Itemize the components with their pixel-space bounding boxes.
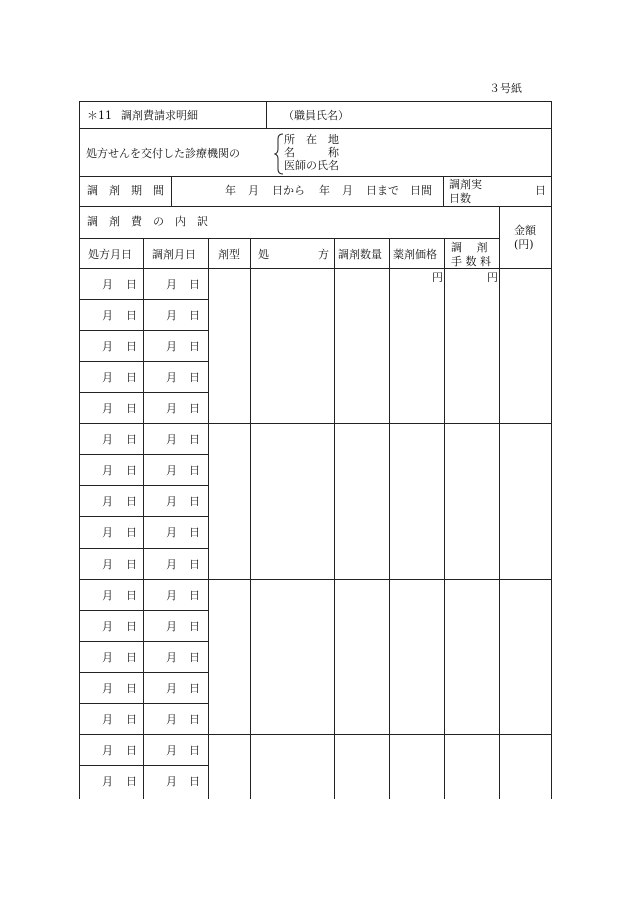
row-dispensing-month: 月 — [166, 744, 177, 757]
institution-name-label: 名 称 — [284, 146, 339, 159]
row-prescription-day: 日 — [126, 558, 137, 571]
period-month-1: 月 — [248, 184, 259, 197]
row-prescription-month: 月 — [102, 775, 113, 788]
row-prescription-month: 月 — [102, 713, 113, 726]
period-year-2: 年 — [319, 184, 330, 197]
row-rule — [79, 485, 209, 486]
row-prescription-month: 月 — [102, 495, 113, 508]
row-dispensing-month: 月 — [166, 651, 177, 664]
row-rule — [79, 454, 209, 455]
row-prescription-day: 日 — [126, 278, 137, 291]
breakdown-label: 調 剤 費 の 内 訳 — [87, 215, 208, 228]
unit-yen-fee: 円 — [487, 271, 498, 284]
row-dispensing-day: 日 — [189, 402, 200, 415]
row-dispensing-day: 日 — [189, 433, 200, 446]
row-dispensing-month: 月 — [166, 309, 177, 322]
col-line-3 — [250, 238, 251, 799]
rule-1 — [79, 128, 552, 129]
row-prescription-day: 日 — [126, 589, 137, 602]
row-prescription-day: 日 — [126, 371, 137, 384]
row-prescription-day: 日 — [126, 402, 137, 415]
row-rule — [79, 641, 209, 642]
actual-days-label-1: 調剤実 — [449, 178, 482, 191]
row-prescription-month: 月 — [102, 620, 113, 633]
row-dispensing-month: 月 — [166, 464, 177, 477]
col-prescription-1: 処 — [258, 248, 269, 261]
row-rule — [79, 516, 209, 517]
row-prescription-day: 日 — [126, 309, 137, 322]
row-prescription-day: 日 — [126, 744, 137, 757]
col-prescription-date: 処方月日 — [88, 248, 132, 261]
period-month-2: 月 — [342, 184, 353, 197]
form-title: 調剤費請求明細 — [121, 109, 198, 122]
row-prescription-month: 月 — [102, 340, 113, 353]
row-dispensing-day: 日 — [189, 620, 200, 633]
institution-address-label: 所 在 地 — [284, 133, 339, 146]
row-prescription-day: 日 — [126, 526, 137, 539]
row-dispensing-day: 日 — [189, 371, 200, 384]
col-fee-2: 手 数 料 — [451, 255, 491, 268]
item-number: ＊11 — [87, 109, 112, 122]
col-drug-price: 薬剤価格 — [393, 248, 437, 261]
row-prescription-month: 月 — [102, 309, 113, 322]
bracket-icon — [274, 133, 284, 175]
row-dispensing-month: 月 — [166, 526, 177, 539]
amount-label-2: (円) — [514, 238, 534, 251]
row-dispensing-month: 月 — [166, 278, 177, 291]
row-rule — [79, 392, 209, 393]
row-dispensing-day: 日 — [189, 278, 200, 291]
row-prescription-month: 月 — [102, 558, 113, 571]
row-dispensing-day: 日 — [189, 775, 200, 788]
row-prescription-day: 日 — [126, 464, 137, 477]
row-prescription-day: 日 — [126, 620, 137, 633]
row-prescription-month: 月 — [102, 464, 113, 477]
institution-label: 処方せんを交付した診療機関の — [86, 147, 240, 160]
row-prescription-day: 日 — [126, 340, 137, 353]
frame-top — [79, 101, 552, 102]
row-rule — [79, 672, 209, 673]
row-prescription-month: 月 — [102, 402, 113, 415]
period-from: 日から — [272, 184, 305, 197]
row-dispensing-day: 日 — [189, 682, 200, 695]
col-fee-1: 調 剤 — [451, 241, 488, 254]
row-dispensing-day: 日 — [189, 744, 200, 757]
row-dispensing-month: 月 — [166, 495, 177, 508]
rule-4 — [79, 238, 499, 239]
actual-days-divider — [443, 176, 444, 206]
row-prescription-month: 月 — [102, 526, 113, 539]
row-prescription-day: 日 — [126, 433, 137, 446]
col-quantity: 調剤数量 — [338, 248, 382, 261]
period-days-unit: 日間 — [410, 184, 432, 197]
row-rule — [79, 765, 209, 766]
row-rule — [79, 703, 209, 704]
col-dispensing-date: 調剤月日 — [152, 248, 196, 261]
row-dispensing-month: 月 — [166, 371, 177, 384]
group-rule — [79, 734, 552, 735]
group-rule — [79, 423, 552, 424]
staff-name-label: （職員氏名） — [283, 109, 349, 122]
row-prescription-month: 月 — [102, 278, 113, 291]
row-dispensing-month: 月 — [166, 682, 177, 695]
row-rule — [79, 299, 209, 300]
period-divider — [171, 176, 172, 206]
row-prescription-month: 月 — [102, 744, 113, 757]
col-line-7 — [499, 268, 500, 799]
title-divider — [266, 101, 267, 128]
row-prescription-month: 月 — [102, 682, 113, 695]
group-rule — [79, 579, 552, 580]
row-dispensing-day: 日 — [189, 589, 200, 602]
row-rule — [79, 610, 209, 611]
row-dispensing-day: 日 — [189, 464, 200, 477]
row-dispensing-day: 日 — [189, 558, 200, 571]
rule-5 — [79, 268, 552, 269]
row-rule — [79, 330, 209, 331]
row-dispensing-month: 月 — [166, 340, 177, 353]
row-dispensing-month: 月 — [166, 433, 177, 446]
row-prescription-month: 月 — [102, 433, 113, 446]
row-dispensing-day: 日 — [189, 651, 200, 664]
col-line-2 — [208, 238, 209, 799]
rule-3 — [79, 206, 552, 207]
row-dispensing-month: 月 — [166, 775, 177, 788]
rule-2 — [79, 176, 552, 177]
col-line-4 — [334, 238, 335, 799]
row-dispensing-month: 月 — [166, 589, 177, 602]
row-prescription-day: 日 — [126, 682, 137, 695]
row-prescription-month: 月 — [102, 371, 113, 384]
row-prescription-day: 日 — [126, 495, 137, 508]
row-dispensing-day: 日 — [189, 495, 200, 508]
unit-yen-price: 円 — [432, 271, 443, 284]
period-year-1: 年 — [225, 184, 236, 197]
doctor-name-label: 医師の氏名 — [284, 159, 339, 172]
row-dispensing-month: 月 — [166, 402, 177, 415]
period-label: 調 剤 期 間 — [87, 184, 164, 197]
row-prescription-day: 日 — [126, 651, 137, 664]
row-prescription-day: 日 — [126, 713, 137, 726]
amount-label-1: 金額 — [514, 224, 536, 237]
row-prescription-month: 月 — [102, 589, 113, 602]
row-dispensing-month: 月 — [166, 713, 177, 726]
col-line-1 — [143, 238, 144, 799]
form-number: ３号紙 — [489, 82, 522, 95]
actual-days-suffix: 日 — [535, 184, 546, 197]
row-dispensing-day: 日 — [189, 309, 200, 322]
col-prescription-2: 方 — [318, 248, 329, 261]
col-line-5 — [389, 238, 390, 799]
row-rule — [79, 361, 209, 362]
row-dispensing-month: 月 — [166, 558, 177, 571]
col-line-6 — [444, 238, 445, 799]
actual-days-label-2: 日数 — [449, 192, 471, 205]
row-dispensing-day: 日 — [189, 713, 200, 726]
col-form: 剤型 — [218, 248, 240, 261]
row-prescription-month: 月 — [102, 651, 113, 664]
row-prescription-day: 日 — [126, 775, 137, 788]
row-dispensing-day: 日 — [189, 526, 200, 539]
row-rule — [79, 548, 209, 549]
row-dispensing-day: 日 — [189, 340, 200, 353]
row-dispensing-month: 月 — [166, 620, 177, 633]
period-to: 日まで — [366, 184, 399, 197]
amount-divider-top — [499, 206, 500, 268]
